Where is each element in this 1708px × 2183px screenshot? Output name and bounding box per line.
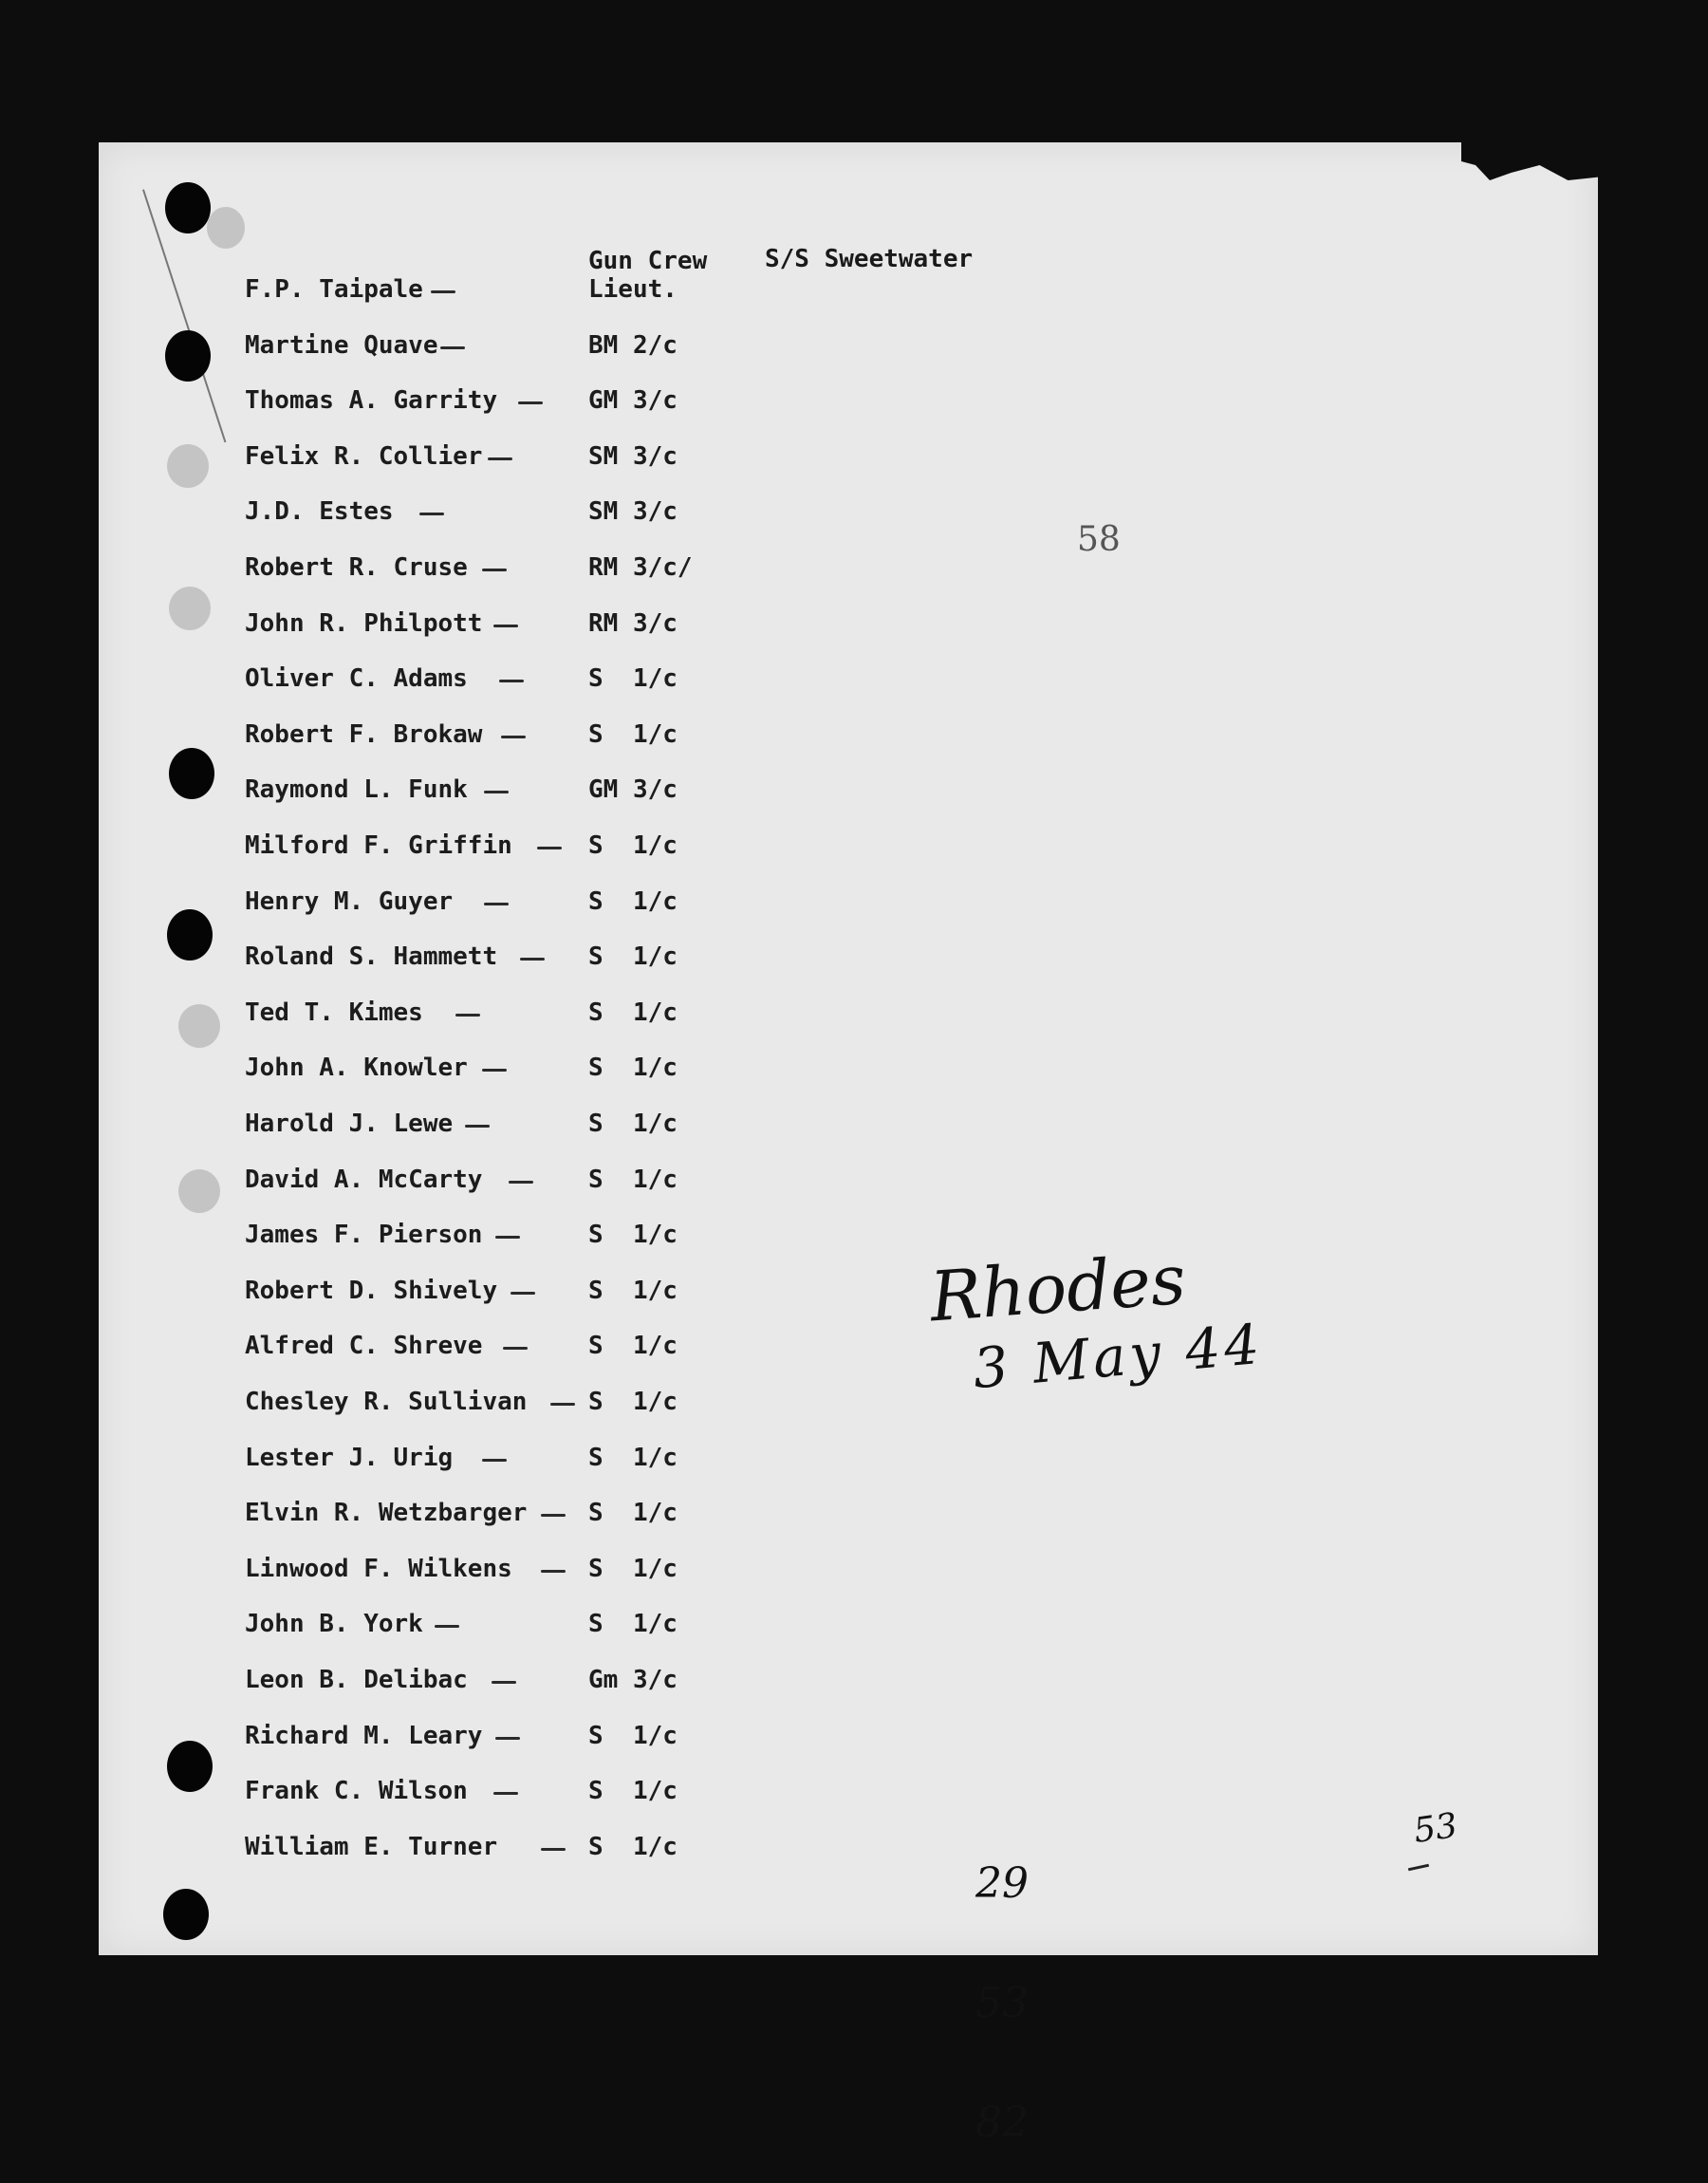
punch-hole bbox=[167, 909, 213, 961]
check-mark bbox=[419, 513, 444, 515]
crew-rate: S 1/c bbox=[588, 831, 678, 860]
crew-name: Harold J. Lewe bbox=[245, 1110, 454, 1138]
crew-name: David A. McCarty bbox=[245, 1165, 483, 1194]
crew-name: Leon B. Delibac bbox=[245, 1666, 468, 1694]
check-mark bbox=[492, 1681, 516, 1684]
punch-hole-shadow bbox=[207, 207, 245, 249]
check-mark bbox=[550, 1403, 575, 1406]
crew-name: Lester J. Urig bbox=[245, 1443, 454, 1472]
check-mark bbox=[488, 457, 512, 460]
handwritten-signature: Rhodes bbox=[927, 1239, 1189, 1337]
crew-name: Martine Quave bbox=[245, 330, 438, 360]
tally-value: 53 bbox=[975, 1979, 1029, 2027]
page-number-stamp: 58 bbox=[1077, 520, 1121, 559]
check-mark bbox=[484, 903, 509, 905]
crew-rate: S 1/c bbox=[588, 1221, 678, 1250]
check-mark bbox=[541, 1848, 566, 1851]
crew-rate: Lieut. bbox=[588, 275, 678, 304]
crew-name: Robert F. Brokaw bbox=[245, 719, 483, 749]
check-mark bbox=[518, 401, 543, 404]
punch-hole bbox=[167, 1741, 213, 1792]
crew-name: Milford F. Griffin bbox=[245, 831, 512, 860]
check-mark bbox=[465, 1125, 490, 1128]
crew-rate: S 1/c bbox=[588, 1832, 678, 1861]
crew-rate: RM 3/c/ bbox=[588, 553, 693, 582]
crew-rate: S 1/c bbox=[588, 886, 678, 916]
tally-value: 29 bbox=[975, 1859, 1029, 1908]
crew-rate: S 1/c bbox=[588, 1054, 678, 1083]
crew-rate: BM 2/c bbox=[588, 330, 678, 360]
check-mark bbox=[493, 1792, 518, 1795]
crew-rate: S 1/c bbox=[588, 719, 678, 749]
crew-name: Roland S. Hammett bbox=[245, 942, 498, 972]
crew-rate: SM 3/c bbox=[588, 441, 678, 471]
crew-name: Felix R. Collier bbox=[245, 441, 483, 471]
punch-hole bbox=[165, 330, 211, 382]
crew-name: Robert D. Shively bbox=[245, 1276, 498, 1305]
check-mark bbox=[503, 1347, 528, 1350]
crew-name: Robert R. Cruse bbox=[245, 553, 468, 582]
crew-rate: S 1/c bbox=[588, 1443, 678, 1472]
crew-name: James F. Pierson bbox=[245, 1221, 483, 1250]
crew-name: Raymond L. Funk bbox=[245, 775, 468, 805]
crew-rate: S 1/c bbox=[588, 1332, 678, 1361]
crew-rate: S 1/c bbox=[588, 1110, 678, 1138]
crew-name: Henry M. Guyer bbox=[245, 886, 454, 916]
crew-name: William E. Turner bbox=[245, 1832, 498, 1861]
punch-hole-shadow bbox=[169, 587, 211, 630]
crew-name: Oliver C. Adams bbox=[245, 664, 468, 694]
crew-rate: GM 3/c bbox=[588, 775, 678, 805]
handwritten-number: 53 bbox=[1411, 1806, 1460, 1851]
check-mark bbox=[455, 1014, 480, 1017]
crew-name: Elvin R. Wetzbarger bbox=[245, 1499, 528, 1528]
check-mark bbox=[537, 847, 562, 849]
check-mark bbox=[541, 1570, 566, 1573]
crew-rate: S 1/c bbox=[588, 998, 678, 1027]
crew-name: John B. York bbox=[245, 1610, 423, 1639]
punch-hole bbox=[165, 182, 211, 233]
crew-name: Alfred C. Shreve bbox=[245, 1332, 483, 1361]
crew-rate: S 1/c bbox=[588, 1721, 678, 1750]
crew-name: Linwood F. Wilkens bbox=[245, 1554, 512, 1583]
check-mark bbox=[484, 791, 509, 793]
crew-rate: RM 3/c bbox=[588, 608, 678, 638]
punch-hole-shadow bbox=[178, 1004, 220, 1048]
check-mark bbox=[493, 625, 518, 627]
check-mark bbox=[482, 1459, 507, 1462]
crew-rate: S 1/c bbox=[588, 1388, 678, 1416]
punch-hole bbox=[163, 1889, 209, 1940]
crew-name: J.D. Estes bbox=[245, 497, 394, 527]
crew-rate: S 1/c bbox=[588, 1165, 678, 1194]
check-mark bbox=[495, 1236, 520, 1239]
check-mark bbox=[509, 1181, 533, 1184]
check-mark bbox=[511, 1292, 535, 1295]
crew-name: F.P. Taipale bbox=[245, 275, 423, 304]
handwritten-date: 3 May 44 bbox=[970, 1311, 1266, 1402]
crew-rate: Gm 3/c bbox=[588, 1666, 678, 1694]
crew-rate: S 1/c bbox=[588, 942, 678, 972]
column-heading: Gun Crew bbox=[588, 247, 708, 275]
crew-rate: S 1/c bbox=[588, 1499, 678, 1528]
crew-rate: S 1/c bbox=[588, 1777, 678, 1806]
check-mark bbox=[435, 1625, 459, 1628]
crew-rate: S 1/c bbox=[588, 664, 678, 694]
crew-name: Richard M. Leary bbox=[245, 1721, 483, 1750]
ship-name: S/S Sweetwater bbox=[765, 245, 974, 273]
crew-rate: SM 3/c bbox=[588, 497, 678, 527]
check-mark bbox=[440, 346, 465, 349]
crew-rate: S 1/c bbox=[588, 1610, 678, 1639]
crew-name: Frank C. Wilson bbox=[245, 1777, 468, 1806]
check-mark bbox=[495, 1737, 520, 1740]
check-mark bbox=[482, 1069, 507, 1072]
crew-name: John A. Knowler bbox=[245, 1054, 468, 1083]
check-mark bbox=[501, 736, 526, 738]
crew-name: Thomas A. Garrity bbox=[245, 386, 498, 416]
crew-rate: GM 3/c bbox=[588, 386, 678, 416]
check-mark bbox=[541, 1514, 566, 1517]
punch-hole bbox=[169, 748, 214, 799]
handwritten-tally bbox=[975, 1784, 1029, 2183]
punch-hole-shadow bbox=[167, 444, 209, 488]
check-mark bbox=[499, 680, 524, 682]
check-mark bbox=[520, 958, 545, 961]
check-mark bbox=[482, 569, 507, 571]
crew-name: Chesley R. Sullivan bbox=[245, 1388, 528, 1416]
crew-rate: S 1/c bbox=[588, 1276, 678, 1305]
crew-name: John R. Philpott bbox=[245, 608, 483, 638]
crew-name: Ted T. Kimes bbox=[245, 998, 423, 1027]
crew-rate: S 1/c bbox=[588, 1554, 678, 1583]
punch-hole-shadow bbox=[178, 1169, 220, 1213]
check-mark bbox=[431, 290, 455, 293]
tally-value: 82 bbox=[975, 2099, 1029, 2147]
